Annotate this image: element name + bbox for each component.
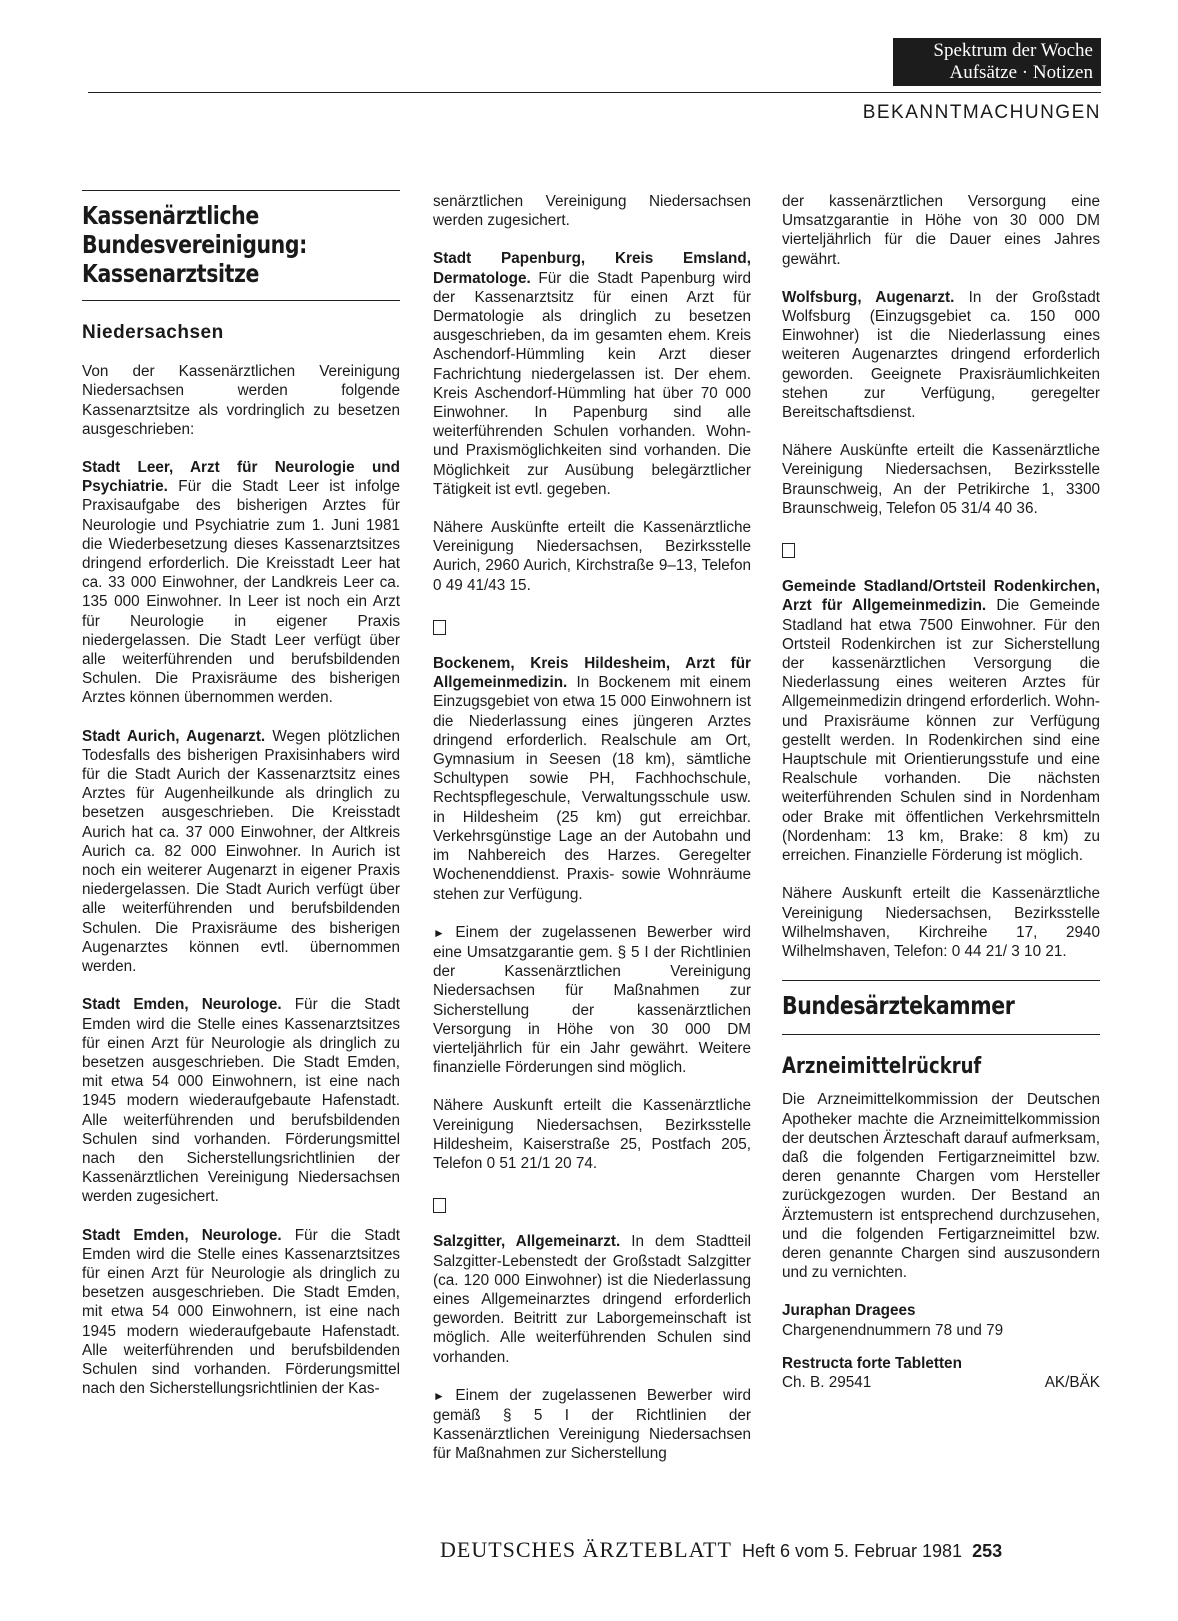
drug-2-name: Restructa forte Tabletten (782, 1354, 962, 1372)
section-label: BEKANNTMACHUNGEN (862, 102, 1101, 123)
journal-name: DEUTSCHES ÄRZTEBLATT (440, 1537, 732, 1562)
listing-body: Für die Stadt Emden wird die Stelle eines Kassenarztsitzes für einen Arzt für Neurologie als dringlich zu besetzen ausgeschrieben. Die Stadt Emden, mit etwa 54 000 Einwohnern, ist eine nach 1945 modern wiederaufgebaute Hafenstadt. Alle weiterführenden und berufsbildenden Schulen sind vorhanden. Förderungsmittel nach den Sicherstellungsrichtlinien der Kassenärztlichen Vereinigung Niedersachsen werden zugesichert. (82, 996, 401, 1206)
header-line-2: Aufsätze · Notizen (949, 62, 1093, 83)
contact-wilhelmshaven: Nähere Auskunft erteilt die Kassenärztliche Vereinigung Niedersachsen, Bezirksstelle Wilhelmshaven, Kirchreihe 17, 2940 Wilhelmshaven, Telefon: 0 44 21/ 3 10 21. (782, 885, 1100, 960)
listing-body: Für die Stadt Emden wird die Stelle eines Kassenarztsitzes für einen Arzt für Neurologie als dringlich zu besetzen ausgeschrieben. Die Stadt Emden, mit etwa 54 000 Einwohnern, ist eine nach 1945 modern wiederaufgebaute Hafenstadt. Alle weiterführenden und berufsbildenden Schulen sind vorhanden. Förderungsmittel nach den Sicherstellungsrichtlinien der Kas- (82, 1226, 401, 1398)
header-line-1: Spektrum der Woche (933, 40, 1093, 61)
continued-paragraph: der kassenärztlichen Versorgung eine Umsatzgarantie in Höhe von 30 000 DM vierteljährlich für die Dauer eines Jahres gewährt. (782, 193, 1100, 268)
section-box-icon (782, 543, 795, 558)
listing-head: Bockenem, Kreis Hildesheim, Arzt für Allgemeinmedizin. (433, 655, 751, 692)
listing-emden-2 (82, 1226, 400, 1399)
article-heading-block (82, 190, 400, 301)
listing-aurich (82, 727, 400, 977)
drug-1-detail: Chargenendnummern 78 und 79 (782, 1321, 1004, 1339)
contact-aurich: Nähere Auskünfte erteilt die Kassenärztliche Vereinigung Niedersachsen, Bezirksstelle Aurich, 2960 Aurich, Kirchstraße 9–13, Telefon 0 49 41/43 15. (433, 519, 751, 594)
listing-head: Wolfsburg, Augenarzt. (782, 288, 955, 306)
section-header-box (893, 38, 1101, 86)
region-heading: Niedersachsen (82, 322, 224, 343)
bundesaerztekammer-title: Bundesärztekammer (782, 991, 1015, 1021)
column-1 (82, 190, 400, 1417)
triangle-bullet-icon: ► (433, 925, 445, 940)
listing-stadland (782, 577, 1100, 865)
listing-head: Stadt Leer, Arzt für Neurologie und Psychiatrie. (82, 459, 400, 496)
article-title-line-2: Bundesvereinigung: (82, 230, 307, 259)
recall-subtitle: Arzneimittelrückruf (782, 1054, 982, 1080)
top-rule (88, 92, 1101, 93)
guarantee-note-2: ► Einem der zugelassenen Bewerber wird gemäß § 5 I der Richtlinien der Kassenärztlichen Vereinigung Niedersachsen für Maßnahmen zur Sicherstellung (433, 1386, 751, 1463)
listing-head: Stadt Aurich, Augenarzt. (82, 727, 266, 745)
listing-emden-1 (82, 995, 400, 1206)
listing-head: Salzgitter, Allgemeinarzt. (433, 1233, 621, 1251)
listing-body: Wegen plötzlichen Todesfalls des bisherigen Praxisinhabers wird für die Stadt Aurich der Kassenarztsitz eines Arztes für Augenheilkunde als dringlich zu besetzen ausgeschrieben. Die Kreisstadt Aurich hat ca. 37 000 Einwohner, der Altkreis Aurich ca. 82 000 Einwohner. In Aurich ist noch ein weiterer Augenarzt in eigener Praxis niedergelassen. Die Stadt Aurich verfügt über alle weiterführenden und berufsbildenden Schulen. Die Praxisräume des bisherigen Augenarztes können evtl. übernommen werden. (82, 727, 400, 976)
listing-head: Stadt Papenburg, Kreis Emsland, Dermatologe. (433, 250, 751, 287)
article-title-line-3: Kassenarztsitze (82, 259, 260, 288)
listing-papenburg (433, 249, 751, 499)
drug-1-detail-row (782, 1321, 1100, 1340)
listing-head: Gemeinde Stadland/Ortsteil Rodenkirchen, Arzt für Allgemeinmedizin. (782, 578, 1100, 615)
listing-bockenem (433, 654, 751, 904)
drug-2-detail: Ch. B. 29541 (782, 1373, 872, 1391)
bundesaerztekammer-heading-block (782, 980, 1100, 1035)
listing-body: Für die Stadt Papenburg wird der Kassenarztsitz für einen Arzt für Dermatologie als dringlich zu besetzen ausgeschrieben, da im gesamten ehem. Kreis Aschendorf-Hümmling kein Arzt dieser Fachrichtung niedergelassen ist. Der ehem. Kreis Aschendorf-Hümmling hat über 70 000 Einwohner. In Papenburg sind alle weiterführenden Schulen vorhanden. Wohn- und Praxismöglichkeiten sind vorhanden. Die Möglichkeit zur Ausübung belegärztlicher Tätigkeit ist evtl. gegeben. (433, 269, 751, 498)
signature: AK/BÄK (1044, 1373, 1100, 1391)
listing-salzgitter (433, 1232, 751, 1366)
contact-hildesheim: Nähere Auskunft erteilt die Kassenärztliche Vereinigung Niedersachsen, Bezirksstelle Hildesheim, Kaiserstraße 25, Postfach 205, Telefon 0 51 21/1 20 74. (433, 1097, 751, 1172)
article-title-line-1: Kassenärztliche (82, 201, 259, 230)
listing-body: In der Großstadt Wolfsburg (Einzugsgebiet ca. 150 000 Einwohner) ist die Niederlassung eines weiteren Augenarztes dringend erforderlich geworden. Geeignete Praxisräumlichkeiten stehen zur Verfügung, geregelter Bereitschaftsdienst. (782, 288, 1100, 422)
column-2 (433, 192, 751, 1483)
continued-paragraph: senärztlichen Vereinigung Niedersachsen werden zugesichert. (433, 193, 751, 230)
listing-wolfsburg (782, 288, 1100, 422)
triangle-bullet-icon: ► (433, 1388, 445, 1403)
drug-1-name: Juraphan Dragees (782, 1302, 916, 1320)
listing-body: In dem Stadtteil Salzgitter-Lebenstedt der Großstadt Salzgitter (ca. 120 000 Einwohner) ist die Niederlassung eines Allgemeinarztes dringend erforderlich geworden. Beitritt zur Laborgemeinschaft ist möglich. Alle weiterführenden Schulen sind vorhanden. (433, 1233, 751, 1366)
section-box-icon (433, 620, 446, 635)
listing-head: Stadt Emden, Neurologe. (82, 996, 282, 1014)
contact-braunschweig: Nähere Auskünfte erteilt die Kassenärztliche Vereinigung Niedersachsen, Bezirksstelle Braunschweig, An der Petrikirche 1, 3300 Braunschweig, Telefon 05 31/4 40 36. (782, 442, 1100, 517)
issue-info: Heft 6 vom 5. Februar 1981 (741, 1541, 963, 1561)
listing-leer (82, 458, 400, 708)
page-footer (440, 1537, 1101, 1563)
recall-paragraph: Die Arzneimittelkommission der Deutschen Apotheker machte die Arzneimittelkommission der deutschen Ärzteschaft darauf aufmerksam, daß die folgenden Fertigarzneimittel bzw. deren genannte Chargen vom Hersteller zurückgezogen wurden. Der Bestand an Ärztemustern ist entsprechend durchzusehen, und die folgenden Fertigarzneimittel bzw. deren genannte Chargen sind auszusondern und zu vernichten. (782, 1091, 1100, 1282)
intro-paragraph: Von der Kassenärztlichen Vereinigung Niedersachsen werden folgende Kassenarztsitze als vordringlich zu besetzen ausgeschrieben: (82, 363, 400, 438)
column-3 (782, 192, 1100, 1406)
drug-2-detail-row (782, 1373, 1100, 1392)
listing-body: Die Gemeinde Stadland hat etwa 7500 Einwohner. Für den Ortsteil Rodenkirchen ist zur Sicherstellung der kassenärztlichen Versorgung die Niederlassung eines weiteren Arztes für Allgemeinmedizin dringend erforderlich. Wohn- und Praxisräume können zur Verfügung gestellt werden. In Rodenkirchen sind eine Hauptschule mit Orientierungsstufe und eine Realschule vorhanden. Die nächsten weiterführenden Schulen sind in Nordenham oder Brake mit öffentlichen Verkehrsmitteln (Nordenham: 13 km, Brake: 8 km) zu erreichen. Finanzielle Förderung ist möglich. (782, 597, 1100, 865)
listing-body: In Bockenem mit einem Einzugsgebiet von etwa 15 000 Einwohnern ist die Niederlassung eines jüngeren Arztes dringend erforderlich. Realschule am Ort, Gymnasium in Seesen (18 km), sämtliche Schultypen sowie PH, Fachhochschule, Rechtspflegeschule, Verwaltungsschule usw. in Hildesheim (25 km) gut erreichbar. Verkehrsgünstige Lage an der Autobahn und im Nahbereich des Harzes. Geregelter Wochenenddienst. Praxis- sowie Wohnräume stehen zur Verfügung. (433, 674, 751, 903)
page-number: 253 (972, 1541, 1003, 1561)
listing-body: Für die Stadt Leer ist infolge Praxisaufgabe des bisherigen Arztes für Neurologie und Psychiatrie zum 1. Juni 1981 die Wiederbesetzung dieses Kassenarztsitzes dringend erforderlich. Die Kreisstadt Leer hat ca. 33 000 Einwohner, der Landkreis Leer ca. 135 000 Einwohner. In Leer ist noch ein Arzt für Neurologie in eigener Praxis niedergelassen. Die Stadt Leer verfügt über alle weiterführenden und berufsbildenden Schulen. Die Praxisräume des bisherigen Arztes können übernommen werden. (82, 478, 400, 707)
guarantee-note-1: ► Einem der zugelassenen Bewerber wird eine Umsatzgarantie gem. § 5 I der Richtlinien der Kassenärztlichen Vereinigung Niedersachsen für Maßnahmen zur Sicherstellung der kassenärztlichen Versorgung in Höhe von 30 000 DM vierteljährlich für ein Jahr gewährt. Weitere finanzielle Förderungen sind möglich. (433, 923, 751, 1077)
listing-head: Stadt Emden, Neurologe. (82, 1226, 282, 1244)
section-box-icon (433, 1198, 446, 1213)
